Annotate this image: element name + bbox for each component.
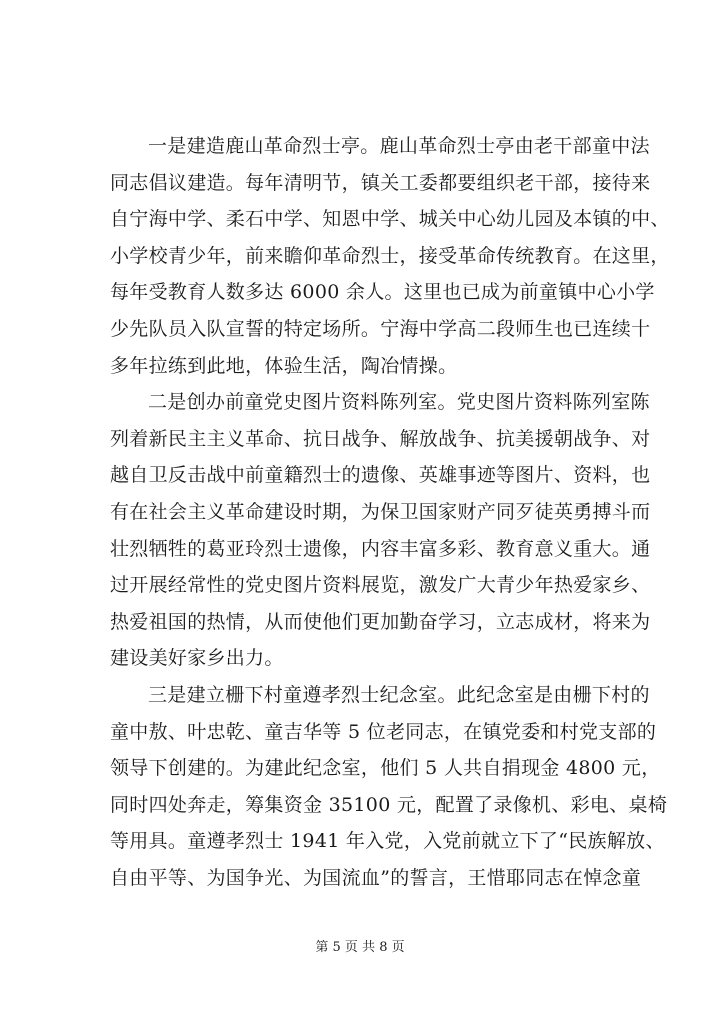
paragraph-3-line-4: 同时四处奔走，筹集资金 35100 元，配置了录像机、彩电、桌椅: [110, 793, 668, 816]
paragraph-1-line-4: 小学校青少年，前来瞻仰革命烈士，接受革命传统教育。在这里，: [110, 244, 670, 267]
body-text: [110, 128, 670, 896]
paragraph-2-line-5: 壮烈牺牲的葛亚玲烈士遗像，内容丰富多彩、教育意义重大。通: [110, 537, 651, 560]
paragraph-2-line-7: 热爱祖国的热情，从而使他们更加勤奋学习，立志成材，将来为: [110, 610, 651, 633]
paragraph-3-line-6: 自由平等、为国争光、为国流血”的誓言，王惜耶同志在悼念童: [110, 866, 642, 889]
paragraph-2-line-2: 列着新民主主义革命、抗日战争、解放战争、抗美援朝战争、对: [110, 427, 651, 450]
page-number-label: 第 5 页 共 8 页: [315, 940, 405, 955]
paragraph-2-line-6: 过开展经常性的党史图片资料展览，激发广大青少年热爱家乡、: [110, 574, 651, 597]
paragraph-1-line-6: 少先队员入队宣誓的特定场所。宁海中学高二段师生也已连续十: [110, 317, 651, 340]
paragraph-1-line-2: 同志倡议建造。每年清明节，镇关工委都要组织老干部，接待来: [110, 171, 651, 194]
paragraph-2-line-8: 建设美好家乡出力。: [110, 647, 284, 670]
paragraph-3-line-5: 等用具。童遵孝烈士 1941 年入党，入党前就立下了“民族解放、: [110, 830, 665, 853]
page-footer: [0, 938, 720, 958]
paragraph-2-line-1: 二是创办前童党史图片资料陈列室。党史图片资料陈列室陈: [148, 391, 650, 414]
paragraph-3-line-3: 领导下创建的。为建此纪念室，他们 5 人共自捐现金 4800 元，: [110, 757, 661, 780]
paragraph-1-line-5: 每年受教育人数多达 6000 余人。这里也已成为前童镇中心小学: [110, 281, 655, 304]
paragraph-1-line-7: 多年拉练到此地，体验生活，陶冶情操。: [110, 354, 458, 377]
paragraph-1-line-1: 一是建造鹿山革命烈士亭。鹿山革命烈士亭由老干部童中法: [148, 135, 650, 157]
paragraph-3-line-1: 三是建立栅下村童遵孝烈士纪念室。此纪念室是由栅下村的: [148, 683, 650, 706]
paragraph-3-line-2: 童中敖、叶忠乾、童吉华等 5 位老同志，在镇党委和村党支部的: [110, 720, 657, 743]
paragraph-1-line-3: 自宁海中学、柔石中学、知恩中学、城关中心幼儿园及本镇的中、: [110, 208, 670, 231]
paragraph-2-line-4: 有在社会主义革命建设时期，为保卫国家财产同歹徒英勇搏斗而: [110, 500, 651, 523]
paragraph-2-line-3: 越自卫反击战中前童籍烈士的遗像、英雄事迹等图片、资料，也: [110, 464, 651, 487]
